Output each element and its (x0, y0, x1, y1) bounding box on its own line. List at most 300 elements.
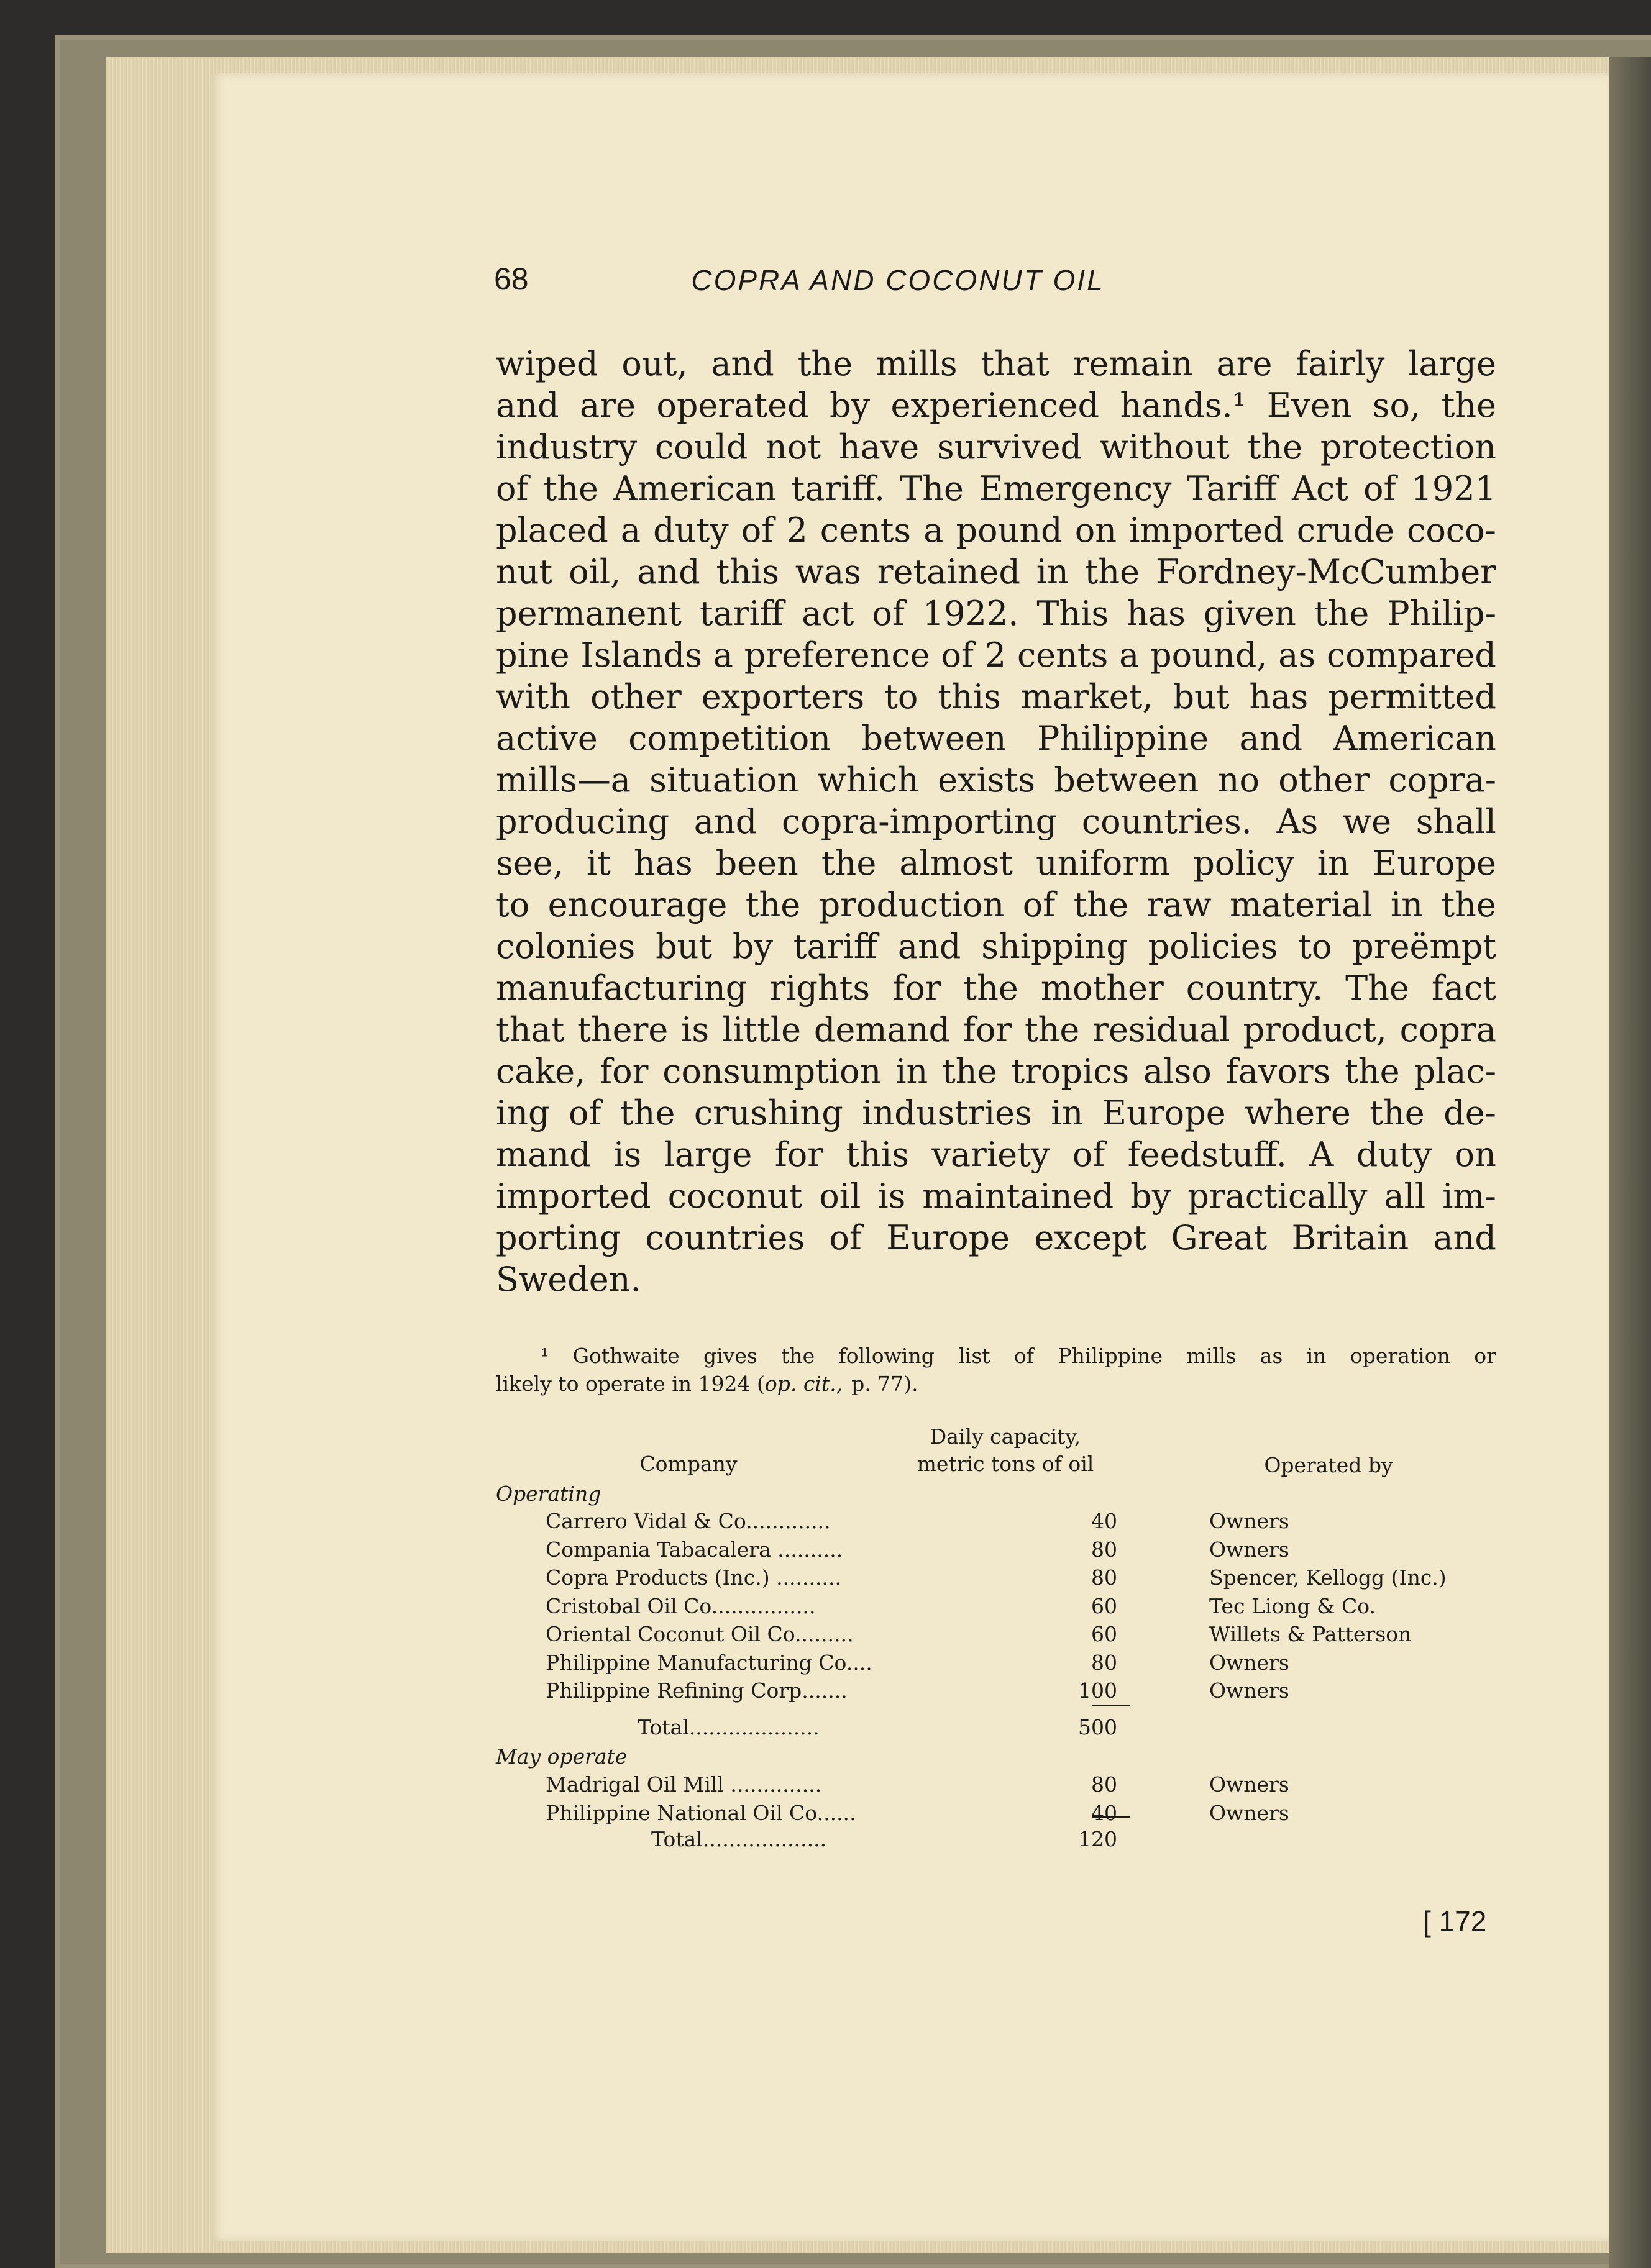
body-word: uniform (1035, 844, 1171, 883)
body-word: Fordney-McCumber (1155, 552, 1496, 591)
body-word: between (1054, 760, 1199, 799)
body-word: see, (496, 844, 564, 883)
body-word: the (1441, 885, 1496, 924)
body-word: this (716, 552, 779, 591)
body-word: but (656, 927, 713, 966)
body-word: the (1314, 594, 1370, 633)
body-word: survived (937, 427, 1082, 467)
body-word: and (897, 927, 961, 966)
body-line (496, 343, 1496, 385)
body-line (496, 593, 1496, 634)
body-word: that (496, 1010, 565, 1049)
body-word: has (633, 844, 693, 883)
footnote-word: Philippine (1058, 1344, 1163, 1368)
footnote-word: list (958, 1344, 990, 1368)
table-row (496, 1649, 1496, 1677)
body-word: by (830, 386, 871, 425)
operated-by-cell: Owners (1209, 1537, 1289, 1562)
body-word: and (637, 552, 700, 591)
company-cell: Philippine National Oil Co...... (546, 1800, 856, 1825)
footnote-word: operation (1350, 1344, 1450, 1368)
section-label: Operating (496, 1482, 601, 1506)
body-word: policies (1148, 927, 1278, 966)
body-word: porting (496, 1218, 621, 1257)
body-word: a (923, 511, 944, 550)
body-word: countries (645, 1218, 805, 1257)
body-word: in (1036, 552, 1069, 591)
page-header (494, 261, 1215, 304)
table-row (496, 1677, 1496, 1705)
body-word: to (496, 885, 530, 924)
body-word: duty (653, 511, 729, 550)
body-word: pine (496, 635, 570, 675)
body-word: on (1454, 1135, 1496, 1174)
footnote-word: or (1474, 1344, 1496, 1368)
body-line (496, 1175, 1496, 1217)
body-word: the (745, 885, 801, 924)
body-line (496, 801, 1496, 842)
body-word: Sweden. (496, 1260, 641, 1299)
body-word: has (1127, 594, 1186, 633)
body-word: policy (1193, 844, 1294, 883)
body-word: there (577, 1010, 669, 1049)
body-word: the (1247, 427, 1303, 467)
total-value: 120 (1078, 1827, 1117, 1851)
body-word: where (1245, 1093, 1351, 1132)
body-word: we (1342, 802, 1392, 841)
company-cell: Philippine Manufacturing Co.... (546, 1650, 872, 1675)
section-label: May operate (496, 1744, 628, 1769)
body-word: the (797, 344, 853, 383)
body-word: coconut (667, 1177, 803, 1216)
body-word: Even (1266, 386, 1352, 425)
operated-by-cell: Owners (1209, 1650, 1289, 1675)
body-word: tariff (793, 927, 878, 966)
header-company: Company (639, 1452, 738, 1476)
body-word: by (732, 927, 773, 966)
body-word: duty (1356, 1135, 1432, 1174)
total-rule (1092, 1705, 1130, 1706)
body-word: permanent (496, 594, 682, 633)
body-word: practically (1187, 1177, 1368, 1216)
body-word: crude (1296, 511, 1395, 550)
body-word: of (872, 594, 905, 633)
footnote-word: in (1306, 1344, 1327, 1368)
body-word: industries (862, 1093, 1032, 1132)
body-word: operated (656, 386, 809, 425)
body-line (496, 884, 1496, 926)
body-word: in (1391, 885, 1424, 924)
page-number: 68 (494, 262, 529, 296)
operated-by-cell: Tec Liong & Co. (1209, 1593, 1376, 1618)
body-word: Great (1171, 1218, 1268, 1257)
body-word: coco- (1407, 511, 1496, 550)
body-line (496, 1134, 1496, 1175)
footnote (496, 1342, 1496, 1398)
book-spine-shadow (1609, 57, 1651, 2268)
body-word: tariff. (791, 469, 885, 508)
body-word: active (496, 719, 598, 758)
mills-table (496, 1423, 1496, 1920)
body-word: and (693, 802, 757, 841)
body-word: a (620, 511, 641, 550)
body-word: is (681, 1010, 710, 1049)
body-word: could (654, 427, 748, 467)
header-operated-by: Operated by (1264, 1453, 1393, 1477)
operated-by-cell: Owners (1209, 1772, 1289, 1797)
body-word: with (496, 677, 570, 716)
body-word: to (884, 677, 918, 716)
body-word: feedstuff. (1127, 1135, 1287, 1174)
body-word: of (569, 1093, 601, 1132)
total-value: 500 (1078, 1715, 1117, 1739)
body-line (496, 634, 1496, 676)
body-word: compared (1326, 635, 1496, 675)
body-word: situation (649, 760, 799, 799)
body-word: imported (1129, 511, 1284, 550)
company-cell: Compania Tabacalera .......... (546, 1537, 843, 1562)
body-word: countries. (1081, 802, 1252, 841)
body-word: production (818, 885, 1005, 924)
table-row (496, 1799, 1496, 1828)
body-word: so, (1372, 386, 1421, 425)
body-word: are (579, 386, 636, 425)
body-line (496, 1050, 1496, 1092)
capacity-cell: 40 (1091, 1800, 1117, 1825)
body-word: all (1384, 1177, 1426, 1216)
body-word: manufacturing (496, 968, 748, 1008)
footnote-word: as (1260, 1344, 1283, 1368)
body-word: which (817, 760, 919, 799)
body-word: pound (956, 511, 1063, 550)
body-word: almost (899, 844, 1013, 883)
body-word: exists (938, 760, 1035, 799)
body-word: has (1249, 677, 1309, 716)
body-word: shipping (981, 927, 1128, 966)
body-word: out, (621, 344, 688, 383)
table-row (496, 1592, 1496, 1621)
body-word: copra (1399, 1010, 1496, 1049)
body-line (496, 385, 1496, 426)
company-cell: Philippine Refining Corp....... (546, 1678, 848, 1703)
body-word: Britain (1291, 1218, 1409, 1257)
body-word: not (766, 427, 821, 467)
footnote-text: p. 77). (851, 1372, 918, 1396)
signature-mark: [ 172 (1423, 1905, 1487, 1938)
body-word: The (900, 469, 964, 508)
body-word: of (1022, 885, 1056, 924)
body-word: demand (813, 1010, 951, 1049)
body-word: in (1317, 844, 1350, 883)
body-word: a (713, 635, 733, 675)
body-word: was (795, 552, 861, 591)
body-word: copra- (1388, 760, 1496, 799)
body-word: residual (1092, 1010, 1230, 1049)
company-cell: Cristobal Oil Co................ (546, 1593, 816, 1618)
capacity-cell: 80 (1091, 1650, 1117, 1675)
body-word: for (892, 968, 941, 1008)
body-word: competition (628, 719, 831, 758)
body-word: Europe (886, 1218, 1010, 1257)
body-word: other (590, 677, 682, 716)
body-word: as (1278, 635, 1316, 675)
body-word: Europe (1372, 844, 1496, 883)
body-word: it (586, 844, 611, 883)
body-word: act (802, 594, 854, 633)
body-word: but (1173, 677, 1230, 716)
body-word: shall (1415, 802, 1496, 841)
total-row (496, 1825, 1496, 1854)
body-word: and (711, 344, 774, 383)
table-row (496, 1507, 1496, 1536)
body-word: plac- (1414, 1052, 1496, 1091)
body-word: encourage (547, 885, 728, 924)
body-word: for (963, 1010, 1012, 1049)
body-line (496, 1092, 1496, 1134)
body-line (496, 551, 1496, 593)
body-word: the (1441, 386, 1496, 425)
body-word: 1922. (922, 594, 1019, 633)
body-word: 2 (984, 635, 1007, 675)
body-line (496, 509, 1496, 551)
operated-by-cell: Willets & Patterson (1209, 1622, 1412, 1646)
body-word: the (1073, 885, 1129, 924)
body-word: and (1239, 719, 1303, 758)
body-word: oil (819, 1177, 861, 1216)
body-word: no (1217, 760, 1260, 799)
body-word: retained (877, 552, 1020, 591)
capacity-cell: 40 (1091, 1509, 1117, 1533)
body-word: for (600, 1052, 649, 1091)
body-line (496, 426, 1496, 468)
total-rule (1092, 1816, 1130, 1818)
footnote-word: of (1013, 1344, 1034, 1368)
body-word: mills (876, 344, 958, 383)
body-word: fairly (1296, 344, 1385, 383)
body-word: imported (496, 1177, 651, 1216)
body-word: the (1024, 1010, 1080, 1049)
body-word: raw (1146, 885, 1212, 924)
body-word: of (1072, 1135, 1105, 1174)
body-word: rights (769, 968, 871, 1008)
footnote-word: gives (703, 1344, 757, 1368)
body-word: 2 (786, 511, 808, 550)
body-word: of (941, 635, 974, 675)
body-word: of (1363, 469, 1396, 508)
body-word: product, (1243, 1010, 1387, 1049)
body-word: Philippine (1037, 719, 1209, 758)
body-word: Act (1292, 469, 1348, 508)
body-word: Philip- (1387, 594, 1496, 633)
body-line (496, 1009, 1496, 1050)
header-capacity-1: Daily capacity, (930, 1424, 1081, 1449)
body-line (496, 842, 1496, 884)
footnote-word: Gothwaite (572, 1344, 680, 1368)
body-word: and (1433, 1218, 1496, 1257)
body-word: remain (1072, 344, 1193, 383)
body-word: Tariff (1186, 469, 1277, 508)
body-word: have (838, 427, 920, 467)
body-word: the (942, 1052, 997, 1091)
body-line (496, 676, 1496, 717)
body-word: experienced (890, 386, 1100, 425)
body-word: by (1130, 1177, 1171, 1216)
body-word: cake, (496, 1052, 586, 1091)
body-word: mills—a (496, 760, 631, 799)
body-word: This (1036, 594, 1109, 633)
body-word: consumption (662, 1052, 882, 1091)
body-word: maintained (922, 1177, 1114, 1216)
body-line (496, 468, 1496, 509)
body-word: that (981, 344, 1050, 383)
body-word: mand (496, 1135, 591, 1174)
body-word: the (963, 968, 1018, 1008)
body-word: on (1074, 511, 1117, 550)
body-word: to (1298, 927, 1332, 966)
body-word: A (1309, 1135, 1334, 1174)
body-word: this (846, 1135, 909, 1174)
total-row (496, 1713, 1496, 1742)
body-word: the (620, 1093, 675, 1132)
operated-by-cell: Owners (1209, 1800, 1289, 1825)
body-word: tariff (699, 594, 784, 633)
operated-by-cell: Spencer, Kellogg (Inc.) (1209, 1565, 1447, 1590)
body-paragraph (496, 343, 1496, 1300)
body-word: cents (820, 511, 912, 550)
footnote-word: mills (1186, 1344, 1237, 1368)
total-label: Total.................... (638, 1715, 820, 1739)
capacity-cell: 80 (1091, 1772, 1117, 1797)
body-word: for (774, 1135, 824, 1174)
body-word: Europe (1102, 1093, 1226, 1132)
body-word: American (613, 469, 777, 508)
body-word: placed (496, 511, 608, 550)
table-row (496, 1620, 1496, 1649)
body-word: the (543, 469, 598, 508)
body-word: given (1203, 594, 1296, 633)
table-row (496, 1564, 1496, 1592)
capacity-cell: 80 (1091, 1565, 1117, 1590)
body-word: the (1084, 552, 1140, 591)
company-cell: Carrero Vidal & Co............. (546, 1509, 831, 1533)
capacity-cell: 80 (1091, 1537, 1117, 1562)
body-word: preference (744, 635, 930, 675)
body-word: been (715, 844, 798, 883)
section-operating (496, 1480, 1496, 1508)
body-word: without (1099, 427, 1230, 467)
body-word: little (721, 1010, 802, 1049)
body-word: is (613, 1135, 642, 1174)
body-word: between (861, 719, 1007, 758)
body-word: permitted (1328, 677, 1496, 716)
body-word: in (895, 1052, 928, 1091)
body-word: also (1143, 1052, 1212, 1091)
body-word: industry (496, 427, 638, 467)
body-word: a (1119, 635, 1140, 675)
body-word: the (821, 844, 877, 883)
body-word: large (664, 1135, 752, 1174)
body-word: preëmpt (1352, 927, 1496, 966)
body-word: favors (1225, 1052, 1331, 1091)
body-word: wiped (496, 344, 598, 383)
table-row (496, 1536, 1496, 1564)
body-word: the (1370, 1093, 1425, 1132)
body-word: are (1216, 344, 1273, 383)
header-capacity-2: metric tons of oil (917, 1452, 1094, 1476)
body-word: market, (1020, 677, 1153, 716)
body-line (496, 926, 1496, 967)
body-word: colonies (496, 927, 636, 966)
body-word: mother (1040, 968, 1164, 1008)
section-may-operate (496, 1742, 1496, 1771)
company-cell: Copra Products (Inc.) .......... (546, 1565, 841, 1590)
footnote-line (496, 1342, 1496, 1370)
body-word: Emergency (979, 469, 1172, 508)
body-word: this (938, 677, 1001, 716)
capacity-cell: 60 (1091, 1593, 1117, 1618)
body-word: producing (496, 802, 670, 841)
body-line (496, 717, 1496, 759)
body-word: crushing (693, 1093, 843, 1132)
footnote-citation: op. cit., (764, 1372, 843, 1396)
operated-by-cell: Owners (1209, 1509, 1289, 1533)
body-word: the (1345, 1052, 1400, 1091)
footnote-word: following (838, 1344, 935, 1368)
operated-by-cell: Owners (1209, 1678, 1289, 1703)
body-line (496, 967, 1496, 1009)
body-word: in (1051, 1093, 1084, 1132)
body-word: of (829, 1218, 862, 1257)
body-word: American (1333, 719, 1496, 758)
footnote-text: likely to operate in 1924 ( (496, 1372, 765, 1396)
body-word: hands.¹ (1120, 386, 1246, 425)
running-title: COPRA AND COCONUT OIL (691, 264, 1105, 296)
body-word: protection (1320, 427, 1496, 467)
body-word: exporters (701, 677, 865, 716)
body-line (496, 1259, 1496, 1300)
company-cell: Madrigal Oil Mill .............. (546, 1772, 822, 1797)
body-line (496, 759, 1496, 801)
total-label: Total................... (651, 1827, 827, 1851)
body-word: The (1345, 968, 1409, 1008)
body-word: variety (931, 1135, 1050, 1174)
body-word: material (1230, 885, 1373, 924)
body-word: Islands (580, 635, 702, 675)
body-word: copra-importing (781, 802, 1058, 841)
body-word: tropics (1011, 1052, 1130, 1091)
capacity-cell: 60 (1091, 1622, 1117, 1646)
body-word: country. (1186, 968, 1324, 1008)
body-word: cents (1017, 635, 1109, 675)
body-word: except (1034, 1218, 1147, 1257)
body-word: fact (1431, 968, 1496, 1008)
body-word: large (1408, 344, 1496, 383)
body-word: 1921 (1411, 469, 1496, 508)
table-row (496, 1770, 1496, 1799)
company-cell: Oriental Coconut Oil Co......... (546, 1622, 854, 1646)
body-word: pound, (1150, 635, 1268, 675)
body-word: other (1278, 760, 1370, 799)
body-word: im- (1442, 1177, 1496, 1216)
footnote-word: the (781, 1344, 815, 1368)
body-word: nut (496, 552, 553, 591)
body-word: de- (1443, 1093, 1496, 1132)
body-word: ing (496, 1093, 550, 1132)
body-word: As (1276, 802, 1319, 841)
capacity-cell: 100 (1078, 1678, 1117, 1703)
body-word: of (741, 511, 774, 550)
footnote-word: ¹ (541, 1344, 549, 1368)
